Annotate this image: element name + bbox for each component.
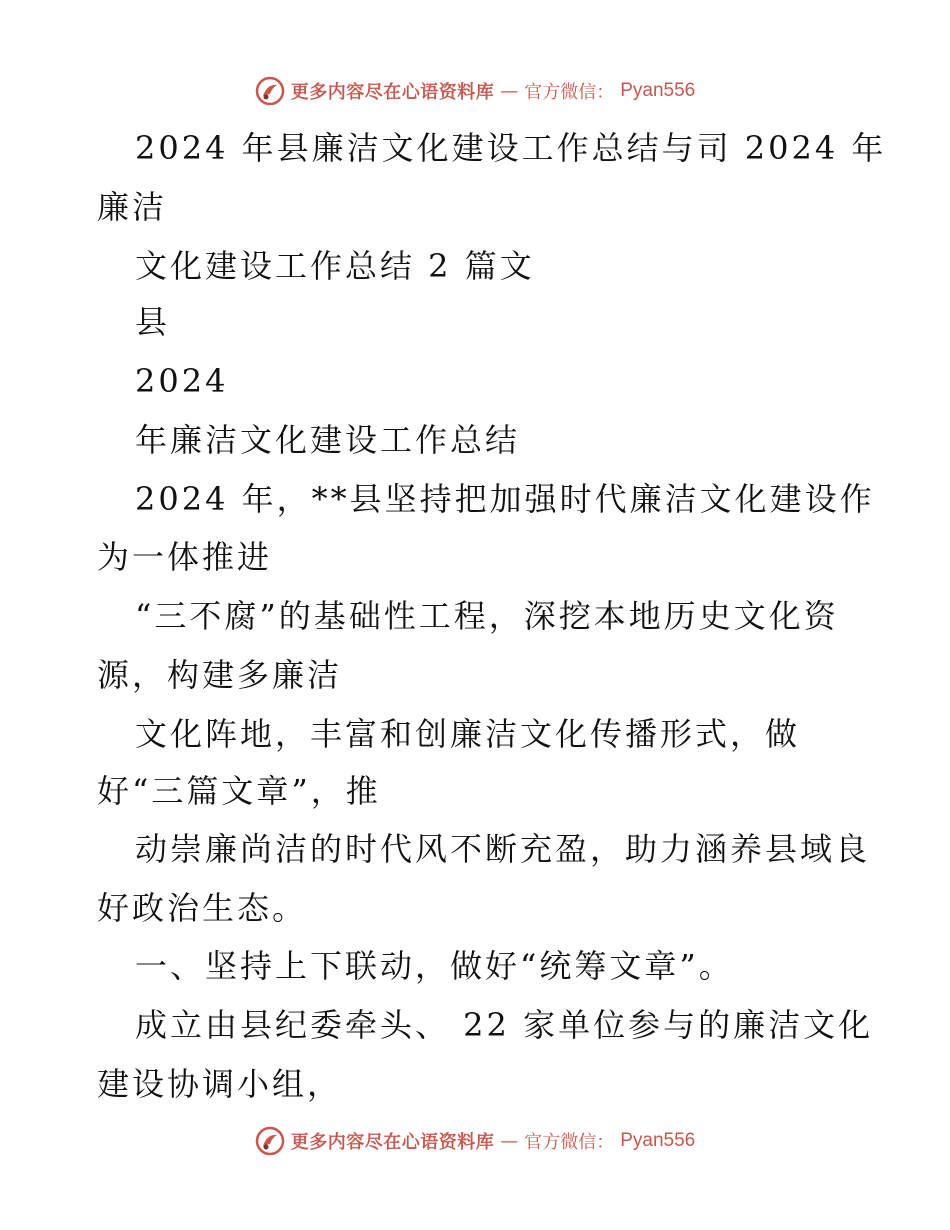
doc-line: 好“三篇文章”，推	[97, 772, 381, 810]
doc-line: 动崇廉尚洁的时代风不断充盈，助力涵养县域良	[135, 830, 871, 868]
doc-line: 源，构建多廉洁	[97, 656, 343, 694]
banner-wechat-id: Pyan556	[620, 1130, 696, 1151]
doc-line: 年廉洁文化建设工作总结	[135, 421, 521, 459]
brand-logo-icon	[255, 76, 285, 106]
doc-line: “三不腐”的基础性工程，深挖本地历史文化资	[135, 597, 839, 635]
doc-line: 2024	[135, 362, 229, 400]
banner-text: 更多内容尽在心语资料库	[290, 82, 495, 103]
doc-line: 为一体推进	[97, 538, 273, 576]
banner-separator: —	[500, 80, 519, 102]
doc-line: 建设协调小组，	[97, 1065, 343, 1103]
header-banner	[0, 71, 950, 111]
banner-wechat-label: 官方微信：	[524, 82, 615, 103]
doc-line: 好政治生态。	[97, 889, 308, 927]
doc-line: 文化阵地，丰富和创廉洁文化传播形式，做	[135, 715, 801, 753]
banner-wechat-label: 官方微信：	[524, 1132, 615, 1153]
brand-logo-icon	[255, 1126, 285, 1156]
doc-line: 县	[135, 303, 171, 341]
banner-wechat-id: Pyan556	[620, 80, 696, 101]
banner-text: 更多内容尽在心语资料库	[290, 1132, 495, 1153]
doc-line: 廉洁	[97, 188, 168, 226]
section-heading: 一、坚持上下联动，做好“统筹文章”。	[135, 947, 734, 985]
banner-separator: —	[500, 1130, 519, 1152]
footer-banner	[0, 1121, 950, 1161]
doc-line: 2024 年县廉洁文化建设工作总结与司 2024 年	[135, 129, 887, 167]
doc-line: 2024 年，**县坚持把加强时代廉洁文化建设作	[135, 480, 875, 518]
doc-line: 文化建设工作总结 2 篇文	[135, 247, 535, 285]
doc-line: 成立由县纪委牵头、 22 家单位参与的廉洁文化	[135, 1006, 874, 1044]
